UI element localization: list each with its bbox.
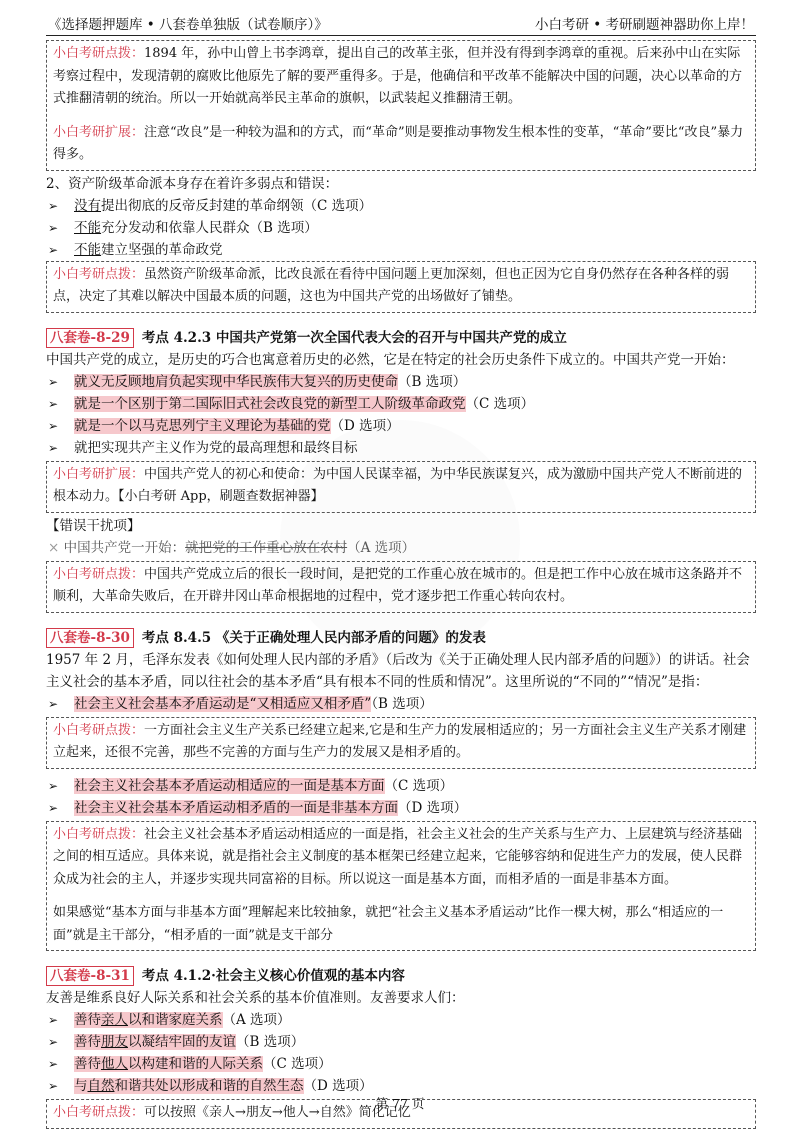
tip-text: 虽然资产阶级革命派，比改良派在看待中国问题上更加深刻，但也正因为它自身仍然存在各种各样的弱点，决定了其难以解决中国最本质的问题，这也为中国共产党的出场做好了铺垫。: [53, 266, 730, 304]
bullet-arrow-icon: ➢: [48, 1079, 59, 1093]
bullet-text: 提出彻底的反帝反封建的革命纲领（C 选项）: [101, 197, 373, 214]
extend-box-mission: [46, 461, 756, 513]
tip-text: 1894 年，孙中山曾上书李鸿章，提出自己的改革主张，但并没有得到李鸿章的重视。后来孙中山在实际考察过程中，发现清朝的腐败比他原先了解的要严重得多。于是，他确信和平改革不能解决中国的问题，决心以革命的方式推翻清朝的统治。所以一开始就高举民主革命的旗帜，以武装起义推翻清王朝。: [53, 46, 743, 106]
bullet-text: （D 选项）: [330, 417, 400, 434]
bullet-item: [46, 437, 756, 459]
bullet-arrow-icon: ➢: [48, 800, 59, 815]
bullet-arrow-icon: ➢: [48, 696, 59, 711]
extend-text: 中国共产党人的初心和使命：为中国人民谋幸福，为中华民族谋复兴，成为激励中国共产党人不断前进的根本动力。【小白考研 App，刷题查数据神器】: [53, 466, 743, 504]
extend-label: 小白考研扩展：: [53, 466, 145, 482]
highlighted-text: 就是一个区别于第二国际旧式社会改良党的新型工人阶级革命政党: [74, 395, 466, 412]
tip-box-contradiction: [46, 717, 756, 769]
bullet-arrow-icon: ➢: [48, 1013, 59, 1027]
bullet-text: （C 选项）: [263, 1056, 332, 1072]
tip-text-analogy: 如果感觉“基本方面与非基本方面”理解起来比较抽象，就把“社会主义基本矛盾运动”比作一棵大树，那么“相适应的一面”就是主干部分，“相矛盾的一面”就是支干部分: [53, 905, 724, 943]
bullet-text: 建立坚强的革命政党: [101, 241, 223, 258]
bullet-text: 就把实现共产主义作为党的最高理想和最终目标: [74, 439, 358, 456]
tip-label: 小白考研点拨：: [53, 722, 145, 738]
question-tag: 八套卷-8-30: [46, 628, 134, 648]
highlighted-text: 善待: [74, 1056, 101, 1072]
extend-text: 注意“改良”是一种较为温和的方式，而“革命”则是要推动事物发生根本性的变革，“革命”要比“改良”暴力得多。: [53, 124, 744, 162]
underlined-word: 他人: [101, 1056, 128, 1072]
tip-box-bourgeois: [46, 261, 756, 313]
highlighted-text: 社会主义社会基本矛盾运动相适应的一面是基本方面: [74, 777, 385, 794]
bullet-arrow-icon: ➢: [48, 440, 59, 455]
bullet-arrow-icon: ➢: [48, 1057, 59, 1071]
bullet-arrow-icon: ➢: [48, 418, 59, 433]
cross-icon: ×: [48, 539, 60, 556]
highlighted-text: 社会主义社会基本矛盾运动相矛盾的一面是非基本方面: [74, 799, 398, 816]
bullet-text: （C 选项）: [465, 395, 535, 412]
highlighted-text: 就义无反顾地肩负起实现中华民族伟大复兴的历史使命: [74, 373, 398, 390]
tip-box-work-focus: [46, 561, 756, 613]
tip-text: 社会主义社会基本矛盾运动相适应的一面是指，社会主义社会的生产关系与生产力、上层建筑与经济基础之间的相互适应。具体来说，就是指社会主义制度的基本框架已经建立起来，它能够容纳和促进生产力的发展，使人民群众成为社会的主人，并逐步实现共同富裕的目标。所以说这一面是基本方面，而相矛盾的一面是非基本方面。: [53, 826, 743, 887]
bullet-arrow-icon: ➢: [48, 1035, 59, 1049]
tip-text: 中国共产党成立后的很长一段时间，是把党的工作重心放在城市的。但是把工作中心放在城市这条路并不顺利，大革命失败后，在开辟井冈山革命根据地的过程中，党才逐步把工作重心转向农村。: [53, 566, 743, 604]
bullet-text: 充分发动和依靠人民群众（B 选项）: [101, 219, 318, 236]
distractor-suffix: （A 选项）: [347, 539, 416, 556]
intro-text: 友善是维系良好人际关系和社会关系的基本价值准则。友善要求人们：: [46, 990, 465, 1006]
highlighted-text: 以和谐家庭关系: [128, 1012, 223, 1028]
bullet-arrow-icon: ➢: [48, 198, 59, 213]
extend-label: 小白考研扩展：: [53, 124, 145, 140]
highlighted-text: 就是一个以马克思列宁主义理论为基础的党: [74, 417, 331, 434]
distractor-title: 【错误干扰项】: [46, 517, 141, 534]
highlighted-text: 以凝结牢固的友谊: [128, 1034, 236, 1050]
bullet-item: [46, 797, 756, 819]
question-tag: 八套卷-8-29: [46, 328, 134, 348]
bullet-item: [46, 371, 756, 393]
underlined-word: 亲人: [101, 1012, 128, 1028]
question-heading-8-31: [46, 965, 756, 987]
question-heading-8-29: [46, 327, 756, 349]
tip-label: 小白考研点拨：: [53, 46, 145, 61]
bullet-item: [46, 393, 756, 415]
bullet-item: [46, 1009, 756, 1031]
bullet-text: （D 选项）: [398, 799, 468, 816]
highlighted-text: 以构建和谐的人际关系: [128, 1056, 263, 1072]
bullet-arrow-icon: ➢: [48, 778, 59, 793]
tip-box-basic-aspect: [46, 821, 756, 952]
tip-label: 小白考研点拨：: [53, 826, 145, 842]
bullet-item: [46, 239, 756, 261]
highlighted-text: 社会主义社会基本矛盾运动是“又相适应又相矛盾”: [74, 695, 372, 712]
bullet-arrow-icon: ➢: [48, 242, 59, 257]
bullet-arrow-icon: ➢: [48, 396, 59, 411]
tip-text: 可以按照《亲人→朋友→他人→自然》简化记忆: [144, 1105, 411, 1120]
bullet-text: （B 选项）: [371, 695, 433, 712]
highlighted-text: 善待: [74, 1012, 101, 1028]
tip-label: 小白考研点拨：: [53, 1105, 145, 1120]
highlighted-text: 善待: [74, 1034, 101, 1050]
tip-label: 小白考研点拨：: [53, 566, 145, 582]
tip-text: 一方面社会主义生产关系已经建立起来,它是和生产力的发展相适应的；另一方面社会主义生产关系才刚建立起来，还很不完善，那些不完善的方面与生产力的发展又是相矛盾的。: [53, 722, 747, 760]
highlighted-text: 和谐共处以形成和谐的自然生态: [114, 1078, 304, 1094]
bullet-arrow-icon: ➢: [48, 374, 59, 389]
question-tag: 八套卷-8-31: [46, 966, 134, 986]
tip-box-1894: [46, 40, 756, 171]
question-title: 考点 4.1.2·社会主义核心价值观的基本内容: [141, 968, 405, 984]
bullet-text: （A 选项）: [222, 1012, 291, 1028]
question-title: 考点 4.2.3 中国共产党第一次全国代表大会的召开与中国共产党的成立: [141, 329, 567, 346]
bullet-text: （B 选项）: [398, 373, 467, 390]
running-header: [46, 14, 756, 36]
intro-text: 中国共产党的成立，是历史的巧合也寓意着历史的必然，它是在特定的社会历史条件下成立的。中国共产党一开始：: [46, 351, 735, 368]
numbered-item-2: 2、资产阶级革命派本身存在着许多弱点和错误：: [46, 175, 339, 192]
bullet-item: [46, 1053, 756, 1075]
tip-label: 小白考研点拨：: [53, 266, 145, 282]
bullet-text: （B 选项）: [236, 1034, 305, 1050]
question-heading-8-30: [46, 627, 756, 649]
bullet-item: [46, 195, 756, 217]
underlined-word: 朋友: [101, 1034, 128, 1050]
underlined-word: 没有: [74, 197, 101, 214]
bullet-text: （D 选项）: [303, 1078, 373, 1094]
bullet-item: [46, 217, 756, 239]
bullet-text: （C 选项）: [384, 777, 454, 794]
bullet-item: [46, 1031, 756, 1053]
bullet-arrow-icon: ➢: [48, 220, 59, 235]
underlined-word: 不能: [74, 241, 101, 258]
bullet-item: [46, 415, 756, 437]
underlined-word: 不能: [74, 219, 101, 236]
bullet-item: [46, 693, 756, 715]
page-number: 第 77 页: [375, 1096, 425, 1111]
bullet-item: [46, 775, 756, 797]
highlighted-text: 与: [74, 1078, 88, 1094]
distractor-prefix: 中国共产党一开始：: [63, 539, 186, 556]
strikethrough-text: 就把党的工作重心放在农村: [185, 539, 348, 556]
header-left: 《选择题押题库 • 八套卷单独版（试卷顺序）》: [48, 17, 328, 33]
question-title: 考点 8.4.5 《关于正确处理人民内部矛盾的问题》的发表: [141, 629, 486, 646]
underlined-word: 自然: [87, 1078, 115, 1094]
page-content: [46, 14, 756, 1132]
header-right: 小白考研 • 考研刷题神器助你上岸！: [534, 17, 754, 33]
intro-text: 1957 年 2 月，毛泽东发表《如何处理人民内部的矛盾》（后改为《关于正确处理人民内部矛盾的问题》）的讲话。社会主义社会的基本矛盾，同以往社会的基本矛盾“具有根本不同的性质和情况”。这里所说的“不同的”“情况”是指：: [46, 651, 750, 690]
distractor-item: [46, 537, 756, 559]
